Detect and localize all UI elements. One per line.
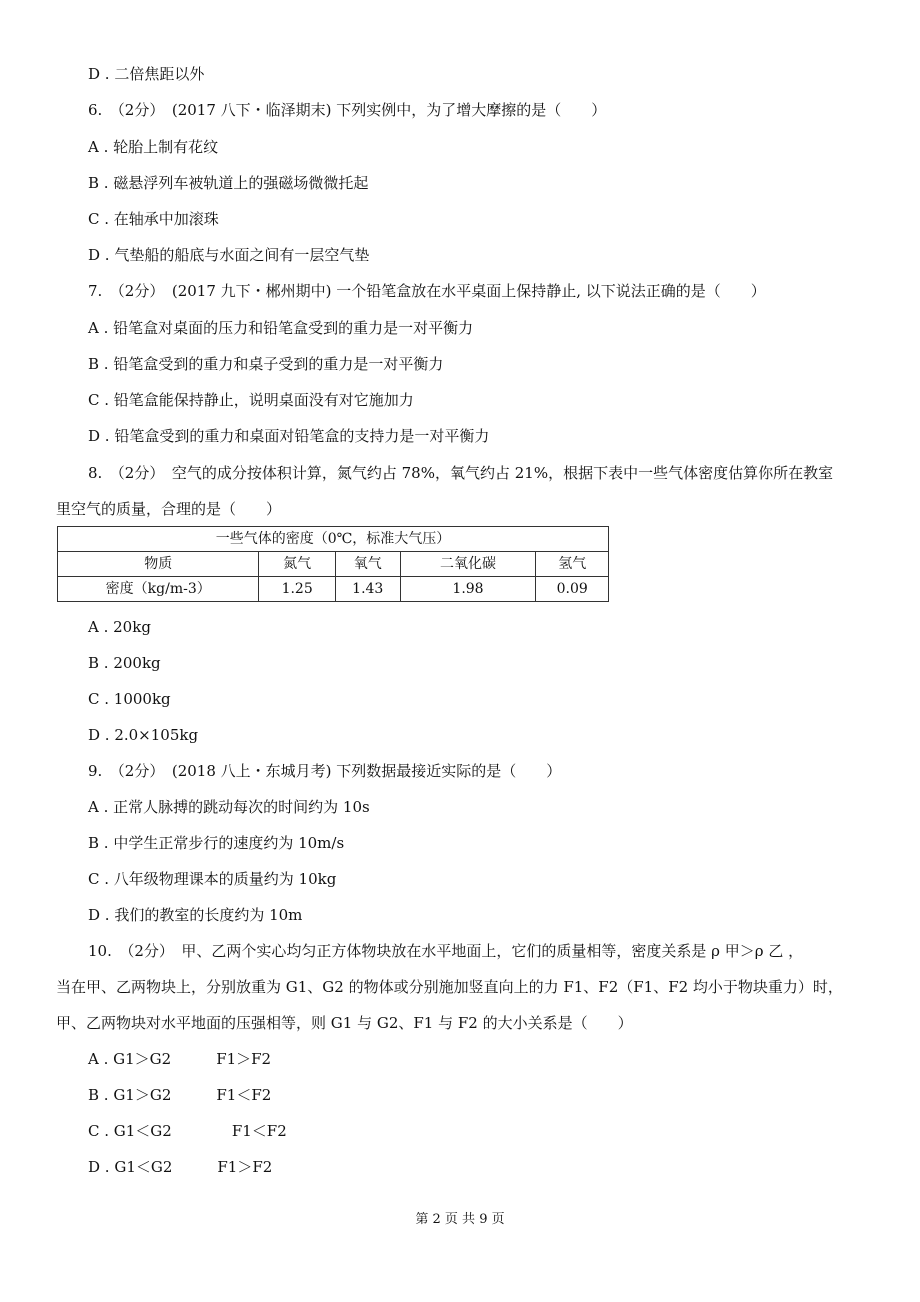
table-row (58, 577, 609, 602)
option-6c: C . 在轴承中加滚珠 (88, 210, 219, 228)
option-9c: C . 八年级物理课本的质量约为 10kg (88, 870, 337, 888)
option-10c: C . G1＜G2 F1＜F2 (88, 1122, 287, 1140)
table-header-row (58, 552, 609, 577)
option-8d: D . 2.0×105kg (88, 726, 199, 744)
gas-density-table (57, 526, 609, 602)
option-10a: A . G1＞G2 F1＞F2 (88, 1050, 272, 1068)
table-header-cell: 氧气 (335, 552, 400, 577)
option-9b: B . 中学生正常步行的速度约为 10m/s (88, 834, 345, 852)
option-7a: A . 铅笔盒对桌面的压力和铅笔盒受到的重力是一对平衡力 (88, 319, 474, 337)
table-header-cell: 氢气 (536, 552, 609, 577)
question-6: 6. （2分） (2017 八下・临泽期末) 下列实例中，为了增大摩擦的是（ ） (88, 101, 607, 119)
table-header-cell: 二氧化碳 (400, 552, 536, 577)
option-7c: C . 铅笔盒能保持静止，说明桌面没有对它施加力 (88, 391, 414, 409)
option-9a: A . 正常人脉搏的跳动每次的时间约为 10s (88, 798, 370, 816)
option-9d: D . 我们的教室的长度约为 10m (88, 906, 303, 924)
question-10-cont-2: 甲、乙两物块对水平地面的压强相等，则 G1 与 G2、F1 与 F2 的大小关系是（ ） (56, 1014, 633, 1032)
question-8-cont: 里空气的质量，合理的是（ ） (56, 500, 282, 518)
question-7: 7. （2分） (2017 九下・郴州期中) 一个铅笔盒放在水平桌面上保持静止, 以下说法正确的是（ ） (88, 282, 766, 300)
option-7d: D . 铅笔盒受到的重力和桌面对铅笔盒的支持力是一对平衡力 (88, 427, 490, 445)
table-header-cell: 氮气 (259, 552, 336, 577)
table-cell: 1.43 (335, 577, 400, 602)
option-8c: C . 1000kg (88, 690, 171, 708)
question-8: 8. （2分） 空气的成分按体积计算，氮气约占 78%，氧气约占 21%，根据下表中一些气体密度估算你所在教室 (88, 464, 834, 482)
option-6b: B . 磁悬浮列车被轨道上的强磁场微微托起 (88, 174, 369, 192)
table-cell: 0.09 (536, 577, 609, 602)
table-cell: 密度（kg/m-3） (58, 577, 259, 602)
table-header-cell: 物质 (58, 552, 259, 577)
table-caption: 一些气体的密度（0℃，标准大气压） (58, 527, 609, 552)
option-7b: B . 铅笔盒受到的重力和桌子受到的重力是一对平衡力 (88, 355, 444, 373)
page-footer: 第 2 页 共 9 页 (415, 1212, 505, 1227)
option-8b: B . 200kg (88, 654, 161, 672)
question-10-cont-1: 当在甲、乙两物块上，分别放重为 G1、G2 的物体或分别施加竖直向上的力 F1、F2（F1、F2 均小于物块重力）时， (56, 978, 843, 996)
option-5d: D . 二倍焦距以外 (88, 65, 205, 83)
table-cell: 1.25 (259, 577, 336, 602)
question-9: 9. （2分） (2018 八上・东城月考) 下列数据最接近实际的是（ ） (88, 762, 562, 780)
option-6a: A . 轮胎上制有花纹 (88, 138, 219, 156)
table-cell: 1.98 (400, 577, 536, 602)
option-8a: A . 20kg (88, 618, 151, 636)
option-6d: D . 气垫船的船底与水面之间有一层空气垫 (88, 246, 370, 264)
option-10d: D . G1＜G2 F1＞F2 (88, 1158, 273, 1176)
option-10b: B . G1＞G2 F1＜F2 (88, 1086, 272, 1104)
question-10: 10. （2分） 甲、乙两个实心均匀正方体物块放在水平地面上，它们的质量相等，密度关系是 ρ 甲＞ρ 乙 ， (88, 942, 804, 960)
